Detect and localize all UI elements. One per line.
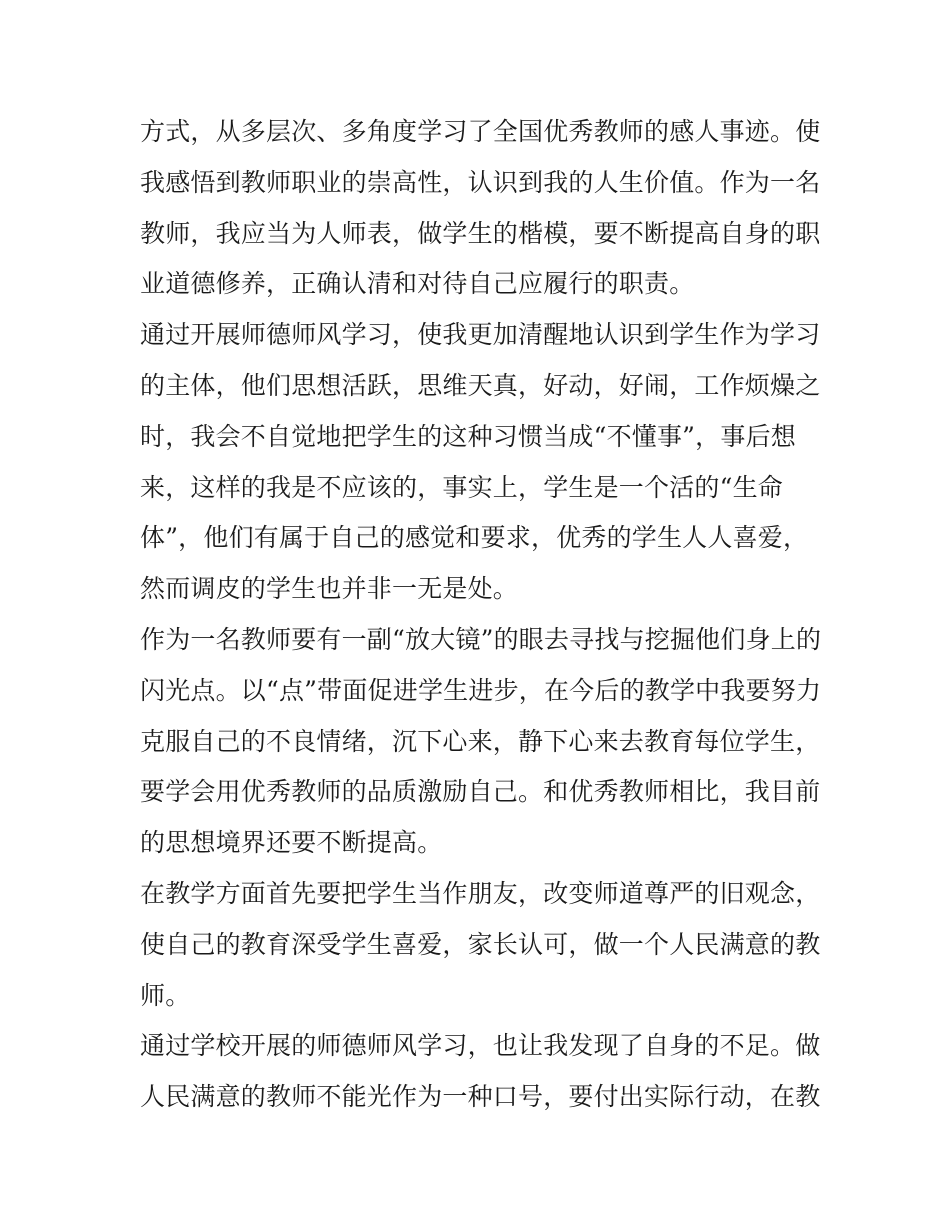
text-line: 方式，从多层次、多角度学习了全国优秀教师的感人事迹。使 — [140, 117, 821, 146]
text-line: 要学会用优秀教师的品质激励自己。和优秀教师相比，我目前 — [140, 777, 821, 807]
text-line: 通过开展师德师风学习，使我更加清醒地认识到学生作为学习 — [140, 320, 821, 350]
text-line: 业道德修养，正确认清和对待自己应履行的职责。 — [140, 269, 695, 299]
text-line: 师。 — [140, 980, 191, 1010]
text-line: 通过学校开展的师德师风学习，也让我发现了自身的不足。做 — [140, 1031, 821, 1061]
text-line: 的主体，他们思想活跃，思维天真，好动，好闹，工作烦燥之 — [140, 370, 821, 400]
text-line: 克服自己的不良情绪，沉下心来，静下心来去教育每位学生， — [140, 726, 821, 756]
text-line: 在教学方面首先要把学生当作朋友，改变师道尊严的旧观念， — [140, 878, 821, 908]
text-line: 使自己的教育深受学生喜爱，家长认可，做一个人民满意的教 — [140, 929, 821, 959]
text-line: 教师，我应当为人师表，做学生的楷模，要不断提高自身的职 — [140, 218, 821, 248]
text-line: 的思想境界还要不断提高。 — [140, 828, 443, 858]
text-line: 体”，他们有属于自己的感觉和要求，优秀的学生人人喜爱， — [140, 523, 809, 553]
text-line: 时，我会不自觉地把学生的这种习惯当成“不懂事”，事后想 — [140, 421, 796, 451]
text-line: 来，这样的我是不应该的，事实上，学生是一个活的“生命 — [140, 472, 783, 502]
document-body — [140, 107, 830, 1123]
text-line: 人民满意的教师不能光作为一种口号，要付出实际行动，在教 — [140, 1082, 821, 1112]
text-line: 我感悟到教师职业的崇高性，认识到我的人生价值。作为一名 — [140, 167, 821, 197]
text-line: 作为一名教师要有一副“放大镜”的眼去寻找与挖掘他们身上的 — [140, 624, 822, 654]
text-line: 闪光点。以“点”带面促进学生进步，在今后的教学中我要努力 — [140, 675, 822, 705]
text-line: 然而调皮的学生也并非一无是处。 — [140, 574, 519, 604]
